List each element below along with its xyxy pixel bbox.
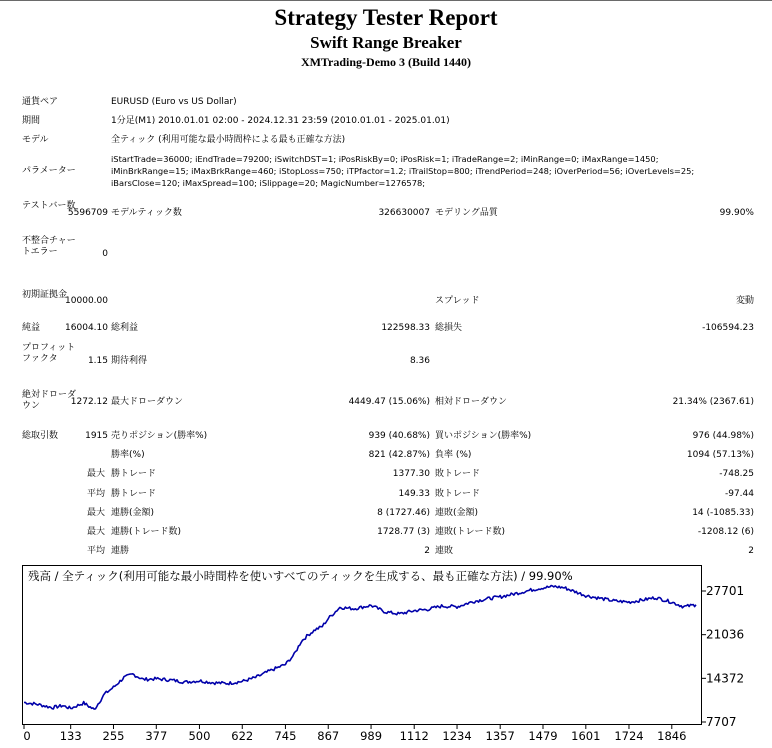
average-loss-value: -97.44 bbox=[724, 489, 754, 499]
initial-deposit-value: 10000.00 bbox=[65, 296, 108, 306]
x-tick-label: 133 bbox=[59, 729, 82, 743]
quality-label: モデリング品質 bbox=[435, 208, 498, 218]
period-label: 期間 bbox=[22, 116, 41, 126]
average-consecutive-wins-value: 2 bbox=[424, 546, 430, 556]
spread-value: 変動 bbox=[735, 296, 754, 306]
x-tick-label: 500 bbox=[188, 729, 211, 743]
short-positions-value: 939 (40.68%) bbox=[368, 431, 430, 441]
x-tick-label: 1234 bbox=[442, 729, 472, 743]
y-tick-label: 27701 bbox=[706, 584, 745, 598]
chart-title: 残高 / 全ティック(利用可能な最小時間枠を使いすべてのティックを生成する、最も正確な方法) / 99.90% bbox=[28, 569, 573, 583]
max-consecutive-profit-value: 1728.77 (3) bbox=[377, 527, 430, 537]
average-consecutive-wins-label: 連勝 bbox=[111, 546, 130, 556]
max-consecutive-loss-value: -1208.12 (6) bbox=[697, 527, 754, 537]
average-profit-value: 149.33 bbox=[398, 489, 430, 499]
bars-label: テストバー数 bbox=[22, 201, 76, 211]
symbol-label: 通貨ペア bbox=[22, 97, 59, 107]
max-consecutive-profit-prefix: 最大 bbox=[87, 527, 106, 537]
largest-prefix: 最大 bbox=[87, 469, 106, 479]
max-consecutive-wins-value: 8 (1727.46) bbox=[377, 508, 430, 518]
net-profit-label: 純益 bbox=[22, 323, 41, 333]
x-tick-label: 0 bbox=[23, 729, 31, 743]
top-border bbox=[0, 0, 772, 1]
period-value: 1分足(M1) 2010.01.01 02:00 - 2024.12.31 23:59 (2010.01.01 - 2025.01.01) bbox=[111, 116, 450, 126]
parameters-label: パラメーター bbox=[22, 166, 76, 176]
loss-trades-value: 1094 (57.13%) bbox=[686, 450, 754, 460]
max-drawdown-label: 最大ドローダウン bbox=[111, 397, 184, 407]
y-tick-label: 21036 bbox=[706, 627, 745, 642]
largest-loss-label: 敗トレード bbox=[435, 469, 481, 479]
x-tick-label: 377 bbox=[145, 729, 168, 743]
average-consecutive-losses-value: 2 bbox=[748, 546, 754, 556]
parameters-line-1: iStartTrade=36000; iEndTrade=79200; iSwitchDST=1; iPosRiskBy=0; iPosRisk=1; iTradeRange=2; iMinRange=0; iMaxRange=1450; bbox=[111, 154, 659, 164]
x-tick-label: 1601 bbox=[571, 729, 601, 743]
x-tick-label: 867 bbox=[317, 729, 340, 743]
max-consecutive-prefix: 最大 bbox=[87, 508, 106, 518]
y-tick-label: 14372 bbox=[706, 671, 745, 686]
largest-profit-label: 勝トレード bbox=[111, 469, 157, 479]
long-positions-label: 買いポジション(勝率%) bbox=[435, 431, 532, 441]
profit-factor-label: プロフィットファクタ bbox=[22, 343, 76, 364]
mismatch-label: 不整合チャートエラー bbox=[22, 236, 76, 257]
max-consecutive-losses-label: 連敗(金額) bbox=[435, 508, 479, 518]
chart-background bbox=[22, 565, 770, 744]
symbol-value: EURUSD (Euro vs US Dollar) bbox=[111, 97, 237, 107]
max-consecutive-losses-value: 14 (-1085.33) bbox=[692, 508, 754, 518]
absolute-drawdown-value: 1272.12 bbox=[70, 397, 108, 407]
short-positions-label: 売りポジション(勝率%) bbox=[111, 431, 208, 441]
max-consecutive-loss-label: 連敗(トレード数) bbox=[435, 527, 506, 537]
largest-loss-value: -748.25 bbox=[719, 469, 754, 479]
relative-drawdown-label: 相対ドローダウン bbox=[435, 397, 508, 407]
max-drawdown-value: 4449.47 (15.06%) bbox=[348, 397, 430, 407]
expected-payoff-label: 期待利得 bbox=[111, 356, 148, 366]
ticks-value: 326630007 bbox=[378, 208, 430, 218]
x-tick-label: 989 bbox=[360, 729, 383, 743]
profit-trades-value: 821 (42.87%) bbox=[368, 450, 430, 460]
spread-label: スプレッド bbox=[435, 296, 480, 306]
report-title: Strategy Tester Report bbox=[274, 5, 498, 30]
balance-chart bbox=[22, 565, 770, 744]
gross-loss-value: -106594.23 bbox=[702, 323, 754, 333]
y-tick-label: 7707 bbox=[706, 715, 737, 729]
mismatch-value: 0 bbox=[102, 249, 108, 259]
expected-payoff-value: 8.36 bbox=[409, 356, 430, 366]
x-tick-label: 745 bbox=[274, 729, 297, 743]
ticks-label: モデルティック数 bbox=[111, 208, 182, 218]
gross-loss-label: 総損失 bbox=[435, 323, 463, 333]
average-consecutive-losses-label: 連敗 bbox=[435, 546, 454, 556]
average-loss-label: 敗トレード bbox=[435, 489, 481, 499]
relative-drawdown-value: 21.34% (2367.61) bbox=[672, 397, 754, 407]
max-consecutive-profit-label: 連勝(トレード数) bbox=[111, 527, 182, 537]
x-tick-label: 1846 bbox=[657, 729, 687, 743]
total-trades-value: 1915 bbox=[85, 431, 108, 441]
server-build: XMTrading-Demo 3 (Build 1440) bbox=[300, 55, 472, 69]
x-tick-label: 1112 bbox=[399, 729, 429, 743]
expert-advisor-name: Swift Range Breaker bbox=[310, 33, 462, 52]
model-label: モデル bbox=[22, 135, 49, 145]
max-consecutive-wins-label: 連勝(金額) bbox=[111, 508, 155, 518]
largest-profit-value: 1377.30 bbox=[392, 469, 430, 479]
loss-trades-label: 負率 (%) bbox=[435, 450, 472, 460]
quality-value: 99.90% bbox=[719, 208, 754, 218]
x-tick-label: 1724 bbox=[614, 729, 644, 743]
net-profit-value: 16004.10 bbox=[65, 323, 108, 333]
parameters-line-3: iBarsClose=120; iMaxSpread=100; iSlippage=20; MagicNumber=1276578; bbox=[111, 178, 426, 188]
total-trades-label: 総取引数 bbox=[22, 431, 59, 441]
average-profit-label: 勝トレード bbox=[111, 489, 157, 499]
absolute-drawdown-label: 絶対ドローダウン bbox=[22, 390, 77, 411]
x-tick-label: 255 bbox=[102, 729, 125, 743]
x-tick-label: 622 bbox=[231, 729, 254, 743]
profit-factor-value: 1.15 bbox=[87, 356, 108, 366]
balance-chart-svg bbox=[22, 565, 770, 744]
profit-trades-label: 勝率(%) bbox=[111, 450, 145, 460]
initial-deposit-label: 初期証拠金 bbox=[22, 290, 68, 300]
parameters-line-2: iMinBrkRange=15; iMaxBrkRange=460; iStopLoss=750; iTPfactor=1.2; iTrailStop=800; iTrendPeriod=248; iOverPeriod=56; iOverLevels=25; bbox=[111, 166, 695, 176]
x-tick-label: 1357 bbox=[485, 729, 515, 743]
bars-value: 5596709 bbox=[67, 208, 108, 218]
model-value: 全ティック (利用可能な最小時間枠による最も正確な方法) bbox=[111, 135, 346, 145]
gross-profit-label: 総利益 bbox=[111, 323, 139, 333]
gross-profit-value: 122598.33 bbox=[381, 323, 430, 333]
average-prefix: 平均 bbox=[87, 489, 106, 499]
x-tick-label: 1479 bbox=[528, 729, 558, 743]
long-positions-value: 976 (44.98%) bbox=[692, 431, 754, 441]
average-consecutive-prefix: 平均 bbox=[87, 546, 106, 556]
